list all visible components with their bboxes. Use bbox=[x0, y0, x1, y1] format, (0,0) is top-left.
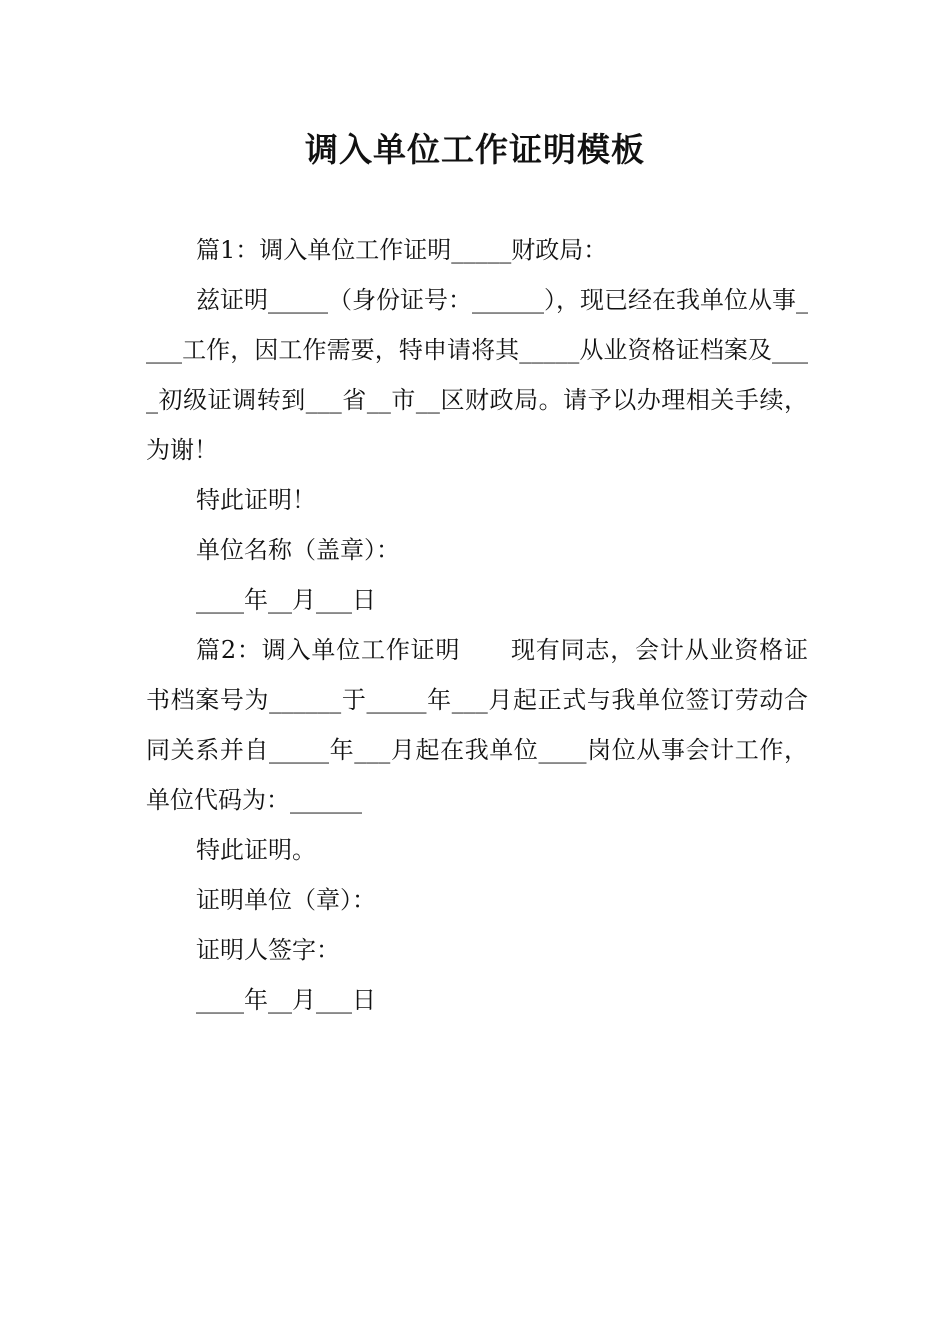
paragraph-part1-date: ____年__月___日 bbox=[196, 586, 376, 614]
document-title: 调入单位工作证明模板 bbox=[305, 130, 645, 169]
paragraph-part2-closing: 特此证明。 bbox=[196, 836, 316, 864]
paragraph-part2-content: 篇2：调入单位工作证明 现有同志，会计从业资格证书档案号为______于_____年___月起正式与我单位签订劳动合同关系并自_____年___月起在我单位____岗位从事会计工作，单位代码为：______ bbox=[146, 636, 808, 814]
document-body bbox=[146, 225, 808, 1025]
paragraph-part1-unit-name: 单位名称（盖章）： bbox=[196, 536, 400, 564]
paragraph-part1-content: 兹证明_____（身份证号：______），现已经在我单位从事____工作，因工作需要，特申请将其_____从业资格证档案及____初级证调转到___省__市__区财政局。请予以办理相关手续，为谢！ bbox=[146, 286, 808, 464]
paragraph-part2-date: ____年__月___日 bbox=[196, 986, 376, 1014]
paragraph-part1-header: 篇1：调入单位工作证明_____财政局： bbox=[196, 236, 608, 264]
paragraph-part2-unit-seal: 证明单位（章）： bbox=[196, 886, 376, 914]
paragraph-part1-closing: 特此证明！ bbox=[196, 486, 316, 514]
paragraph-part2-signature: 证明人签字： bbox=[196, 936, 340, 964]
